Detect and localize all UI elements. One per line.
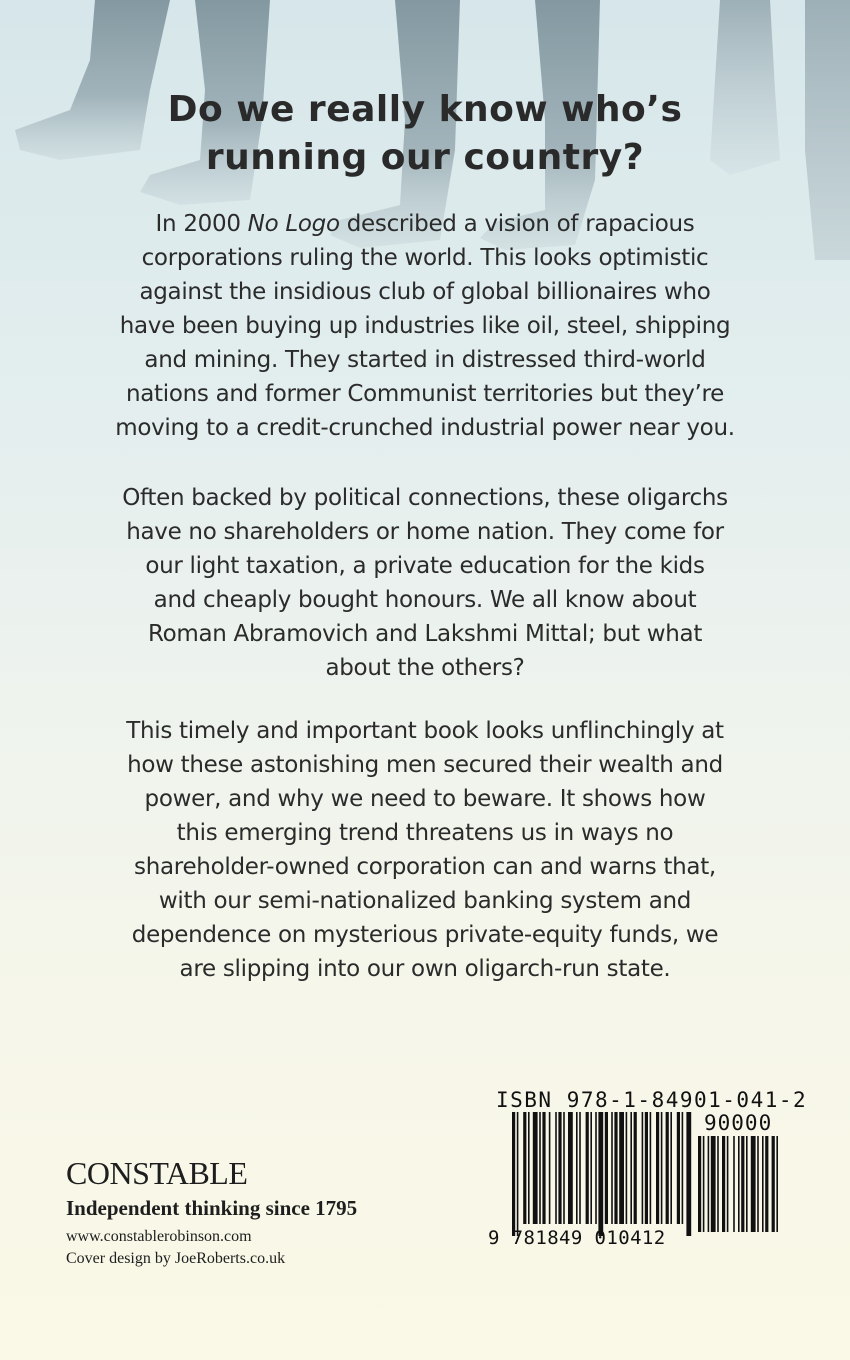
- blurb-line: about the others?: [325, 655, 525, 681]
- blurb-line: Roman Abramovich and Lakshmi Mittal; but what: [147, 621, 703, 647]
- barcode-addon-bar: [772, 1136, 775, 1232]
- barcode-bar: [542, 1112, 545, 1224]
- barcode-addon-bar: [708, 1136, 710, 1232]
- blurb-line: with our semi-nationalized banking system and: [158, 888, 692, 914]
- barcode-bar: [686, 1112, 691, 1236]
- barcode-addon-bar: [711, 1136, 716, 1232]
- blurb-paragraph-3: [40, 714, 810, 986]
- blurb-line: power, and why we need to beware. It shows how: [144, 786, 706, 812]
- barcode-bar: [539, 1112, 541, 1224]
- barcode-bar: [517, 1112, 519, 1236]
- blurb-line: how these astonishing men secured their wealth and: [127, 752, 723, 778]
- blurb-line: Often backed by political connections, these oligarchs: [122, 485, 728, 511]
- blurb-line: In 2000 No Logo described a vision of rapacious: [155, 211, 695, 237]
- barcode-addon-bar: [751, 1136, 756, 1232]
- blurb-line: are slipping into our own oligarch-run state.: [179, 956, 671, 982]
- barcode-bar: [528, 1112, 530, 1224]
- barcode-bar: [568, 1112, 573, 1224]
- barcode-addon-bar: [746, 1136, 748, 1232]
- barcode-bar: [598, 1112, 603, 1236]
- blurb-line: this emerging trend threatens us in ways no: [176, 820, 674, 846]
- barcode-bar: [586, 1112, 589, 1224]
- barcode-bar: [579, 1112, 581, 1224]
- barcode-bar: [555, 1112, 557, 1224]
- blurb-line: against the insidious club of global billionaires who: [139, 279, 711, 305]
- barcode-bar: [630, 1112, 632, 1224]
- barcode-bar: [661, 1112, 663, 1224]
- blurb-line: corporations ruling the world. This looks optimistic: [141, 245, 709, 271]
- barcode-bar: [677, 1112, 680, 1224]
- blurb-line: have been buying up industries like oil, steel, shipping: [119, 313, 731, 339]
- barcode-bar: [650, 1112, 652, 1224]
- blurb-line: dependence on mysterious private-equity funds, we: [131, 922, 719, 948]
- blurb-line: This timely and important book looks unflinchingly at: [126, 718, 724, 744]
- headline-line-2: running our country?: [205, 137, 645, 178]
- barcode-addon-bar: [727, 1136, 729, 1232]
- barcode-addon-bar: [698, 1136, 701, 1232]
- book-title-no-logo: No Logo: [247, 211, 340, 237]
- blurb-line: shareholder-owned corporation can and warns that,: [134, 854, 716, 880]
- isbn-label: ISBN 978-1-84901-041-2: [496, 1088, 808, 1112]
- blurb-line: and mining. They started in distressed third-world: [144, 347, 706, 373]
- barcode-addon-bar: [741, 1136, 744, 1232]
- barcode-bar: [563, 1112, 565, 1224]
- barcode-bar: [619, 1112, 624, 1224]
- barcode-addon-bar: [722, 1136, 725, 1232]
- barcode-bar: [605, 1112, 608, 1224]
- barcode-digits: 9 781849 010412: [488, 1227, 666, 1249]
- barcode-bar: [666, 1112, 669, 1224]
- blurb-line: nations and former Communist territories but they’re: [125, 381, 725, 407]
- publisher-motto: Independent thinking since 1795: [66, 1196, 358, 1220]
- barcode-addon-bar: [765, 1136, 768, 1232]
- barcode-addon-bar: [738, 1136, 740, 1232]
- headline: [0, 86, 850, 182]
- barcode-addon-bar: [776, 1136, 778, 1232]
- price-code-digits: 90000: [704, 1111, 773, 1135]
- blurb-line: and cheaply bought honours. We all know about: [153, 587, 697, 613]
- blurb-paragraph-1: [40, 207, 810, 445]
- barcode-bar: [642, 1112, 644, 1224]
- barcode-bar: [626, 1112, 628, 1224]
- barcode-bar: [682, 1112, 684, 1224]
- barcode-bar: [549, 1112, 551, 1224]
- barcode-bar: [576, 1112, 578, 1224]
- cover-design-credit: Cover design by JoeRoberts.co.uk: [66, 1250, 286, 1267]
- blurb-line: have no shareholders or home nation. They come for: [126, 519, 724, 545]
- publisher-block: [66, 1154, 357, 1270]
- barcode-addon-bar: [762, 1136, 764, 1232]
- blurb-paragraph-2: [40, 481, 810, 685]
- barcode-addon-bar: [717, 1136, 719, 1232]
- blurb-line: moving to a credit-crunched industrial power near you.: [115, 415, 735, 441]
- barcode-addon-bar: [757, 1136, 759, 1232]
- barcode-bar: [634, 1112, 637, 1224]
- barcode-bar: [512, 1112, 515, 1236]
- barcode-bar: [670, 1112, 672, 1224]
- barcode-bar: [558, 1112, 561, 1224]
- publisher-website: www.constablerobinson.com: [66, 1228, 252, 1245]
- barcode-addon-bar: [703, 1136, 705, 1232]
- barcode-addon-bar: [733, 1136, 735, 1232]
- barcode-bar: [645, 1112, 648, 1224]
- barcode-bar: [614, 1112, 617, 1224]
- headline-line-1: Do we really know who’s: [167, 89, 683, 130]
- barcode-bar: [656, 1112, 659, 1224]
- blurb-line: our light taxation, a private education for the kids: [145, 553, 705, 579]
- barcode-bar: [611, 1112, 613, 1224]
- publisher-name: CONSTABLE: [66, 1155, 248, 1191]
- barcode-bar: [533, 1112, 538, 1224]
- barcode-bar: [590, 1112, 592, 1224]
- barcode-bar: [523, 1112, 526, 1224]
- barcode-bar: [595, 1112, 597, 1224]
